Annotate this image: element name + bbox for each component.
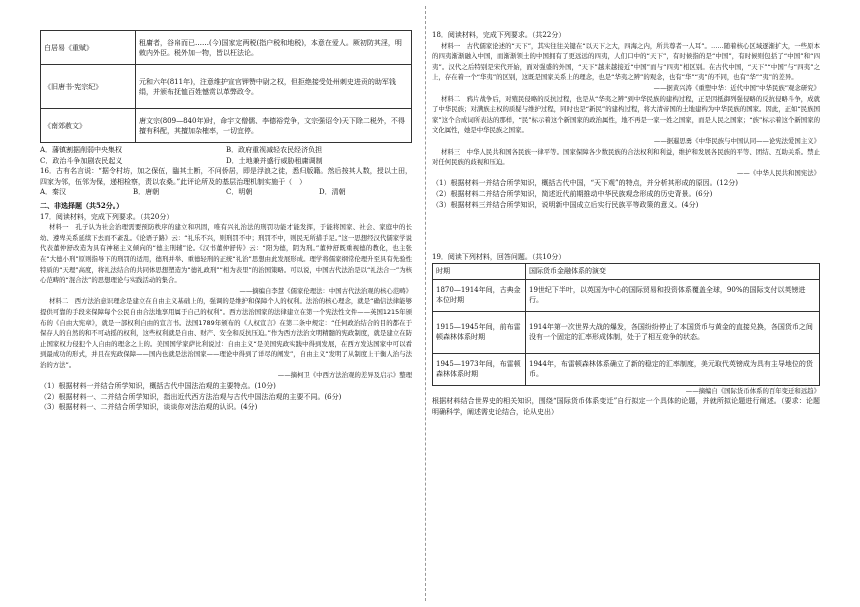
table-row (41, 65, 412, 109)
q18-head: 18．阅读材料，完成下列要求。（共22分） (432, 31, 566, 39)
q15-option-b: B．政府重视减轻农民经济负担 (226, 146, 323, 154)
q18-requirement-3: （3）根据材料三并结合所学知识，说明新中国成立后实行民族平等政策的意义。(4分) (432, 200, 699, 209)
table-cell-content: 唐文宗(809—840年)时，命宇文僧儒、李德裕党争，文宗强诏令)天下除二税外，不得擅有科配，其擅加杂榷率，一切宜停。 (136, 109, 412, 143)
q17-material-2: 材料二 西方法治意识理念是建立在自由主义基础上的，强调的是维护和保障个人的权利。法治的核心理念，就是“确信法律能够提供可靠的手段来保障每个公民自由合法地享用属于自己的权利”。西方法治国家的法律建立在第一个宪法性文件——英国1215年颁布的《自由大宪章》，就是一部权利自由的宣言书。法国1789年颁布的《人权宣言》在第二条中规定：“任何政治结合的目的都在于保存人的自然的和不可动摇的权利，这些权利就是自由、财产、安全和反抗压迫。”作为西方法治文明精髓的宪政制度，就是建立在防止国家权力侵犯个人自由的理念之上的。美国国学家萨比利说过：自由主义“是美国宪政实践中得到发展，在西方发达国家中可以看到最成功的形式，并且在宪政保障——国内也就是法治国家——理论中得到了详尽的阐发”，自由主义“发明了从制度上干衡人治与法治的方法”。 (40, 297, 412, 369)
table-cell-period: 1945—1973年间，布雷顿森林体系时期 (433, 353, 526, 385)
q19-head: 19．阅读下列材料，回答问题。（共10分） (432, 253, 566, 262)
q18-material-1-source: ——据黄兴涛《重塑中华：近代中国“中华民族”观念研究》 (653, 83, 820, 92)
q17-material-2-source: ——摘柯卫《中西方法治观的差异及启示》整理 (277, 371, 412, 380)
table-cell-period: 1870—1914年间，古典金本位时期 (433, 279, 526, 311)
q18-material-3-source: ——《中华人民共和国宪法》 (736, 168, 820, 177)
q19-requirement: 根据材料结合世界史的相关知识，围绕“国际货币体系变迁”自行拟定一个具体的论题，并就所拟论题进行阐述。（要求：论题明确科学，阐述需史论结合，论从史出） (432, 397, 820, 416)
q16-options (40, 187, 412, 198)
q15-options-row1 (40, 145, 412, 156)
q18-requirement-1: （1）根据材料一并结合所学知识，概括古代中国，“天下观”的特点，并分析其形成的原因。(12分) (432, 179, 738, 188)
q15-option-a: A．藩镇割据削弱中央集权 (40, 146, 123, 154)
table-cell-period: 1915—1945年间，前布雷顿森林体系时期 (433, 311, 526, 353)
table-cell-desc: 1914年第一次世界大战的爆发，各国纷纷停止了本国货币与黄金的直接兑换，各国货币之间没有一个固定的汇率形成体制，处于了相互竞争的状态。 (526, 311, 820, 353)
table-cell-content: 租庸者，谷帛而已……(今)国家定两税(指户税和地税)，本意在爱人。厥初防其淫，明敕内外臣。税外加一物，皆以枉法论。 (136, 31, 412, 65)
column-divider (425, 6, 427, 601)
currency-table (432, 263, 820, 386)
q18-material-2-source: ——据暹思勇《中华民族与中国认同——论宪法爱国主义》 (653, 136, 820, 145)
table-row (433, 311, 820, 353)
table-row (433, 353, 820, 385)
table-cell-source: 《南郊赦文》 (41, 109, 136, 143)
poem-table (40, 30, 412, 143)
q19-source: ——摘编自《国际货币体系的百年变迁和远趋》 (685, 386, 820, 395)
table-header-evolution: 国际货币金融体系的演变 (526, 263, 820, 279)
table-cell-source: 白居易《重赋》 (41, 31, 136, 65)
q15-options-row2 (40, 156, 412, 167)
table-row (433, 279, 820, 311)
section2-title: 二、非选择题（共52分。） (40, 200, 124, 210)
q18-material-3: 材料三 中华人民共和国各民族一律平等。国家保障各少数民族的合法权利和利益，维护和发展各民族的平等、团结、互助关系。禁止对任何民族的歧视和压迫。 (432, 147, 820, 167)
table-header-row (433, 263, 820, 279)
q18-material-1: 材料一 古代儒家论述的“天下”，其实往往关键在“以天下之大，四海之内，所共尊者一人耳”。……随着核心区域逐渐扩大，一些原本的四夷渐渐融入中国，而渐渐领土的中国拥有了更远远的四夷，人们口中的“天下”，有时候指的是“中国”，有时候则包括了“中国”和“四夷”。汉代之后特别是宋代开始，面对强盛的外国，“天下”越来越接近“中国”而与“四夷”相区别。在古代中国，“天下”“中国”与“四夷”之上，存在着一个“华夷”的区别，这既是国家关系上的理念，也是“华夷之辨”的观念，也有“华”“夷”的不同，也有“华”“夷”的差异。 (432, 41, 820, 82)
q18-requirement-2: （2）根据材料二并结合所学知识，简述近代前期推动中华民族观念形成的历史背景。(6分) (432, 189, 713, 198)
table-header-period: 时期 (433, 263, 526, 279)
q17-material-1: 材料一 孔子认为社会治理需要预防秩序的建立和巩固，唯有兴礼治法的刑罚功能才能发挥，于能将国家、社会、家庭中的长幼、遵卑关系延续下去而不紊乱。《论语子路》云：“礼乐不兴，则刑罚不中；刑罚不中，则民无所措手足。”这一思想经汉代儒家学说代表董仲舒改造为具有神秘主义倾向的“德主刑辅”论。《汉书董仲舒传》云：“阳为德，阴为刑。”董仲舒既重视德的教化，也主张在“大德小刑”原则指导下的刑罚的适用，德刑并举、重德轻刑的正统“礼治”思想由此发展形成。理学将儒家纲常伦理升至具有先验性特质的“天理”高度，将礼法结合的共同体思想塑造为“德礼政刑”“相为表里”的治国策略。可以说，中国古代法治是以“礼法合一”为核心范畴的“混合法”的思想理论与实践活动的集合。 (40, 223, 412, 285)
q17-requirement-1: （1）根据材料一并结合所学知识，概括古代中国法治观的主要特点。(10分) (40, 382, 276, 391)
table-row (41, 31, 412, 65)
q15-option-d: D．土地兼并盛行威胁租庸调制 (226, 156, 323, 165)
q17-requirement-3: （3）根据材料一、二并结合所学知识，谈谈你对法治观的认识。(4分) (40, 403, 258, 412)
q16-option-b: B．唐朝 (133, 188, 160, 197)
q17-head: 17．阅读材料，完成下列要求。（共20分） (40, 212, 174, 221)
q16-option-a: A．秦汉 (40, 188, 67, 197)
q17-material-1-source: ——摘编自李慧《儒家伦理法：中国古代法治观的核心范畴》 (239, 286, 412, 295)
table-row (41, 109, 412, 143)
q18-material-2: 材料二 鸦片战争后，对殖民侵略的反抗过程，也是从“华夷之辨”到中华民族的建构过程，正是因抵御列强侵略的反抗侵略斗争，成就了中华民族；对满族主权的质疑与维护过程，同时也是“新民”的建构过程，将大清帝国的土地建构为中华民族的国家。因此，正如“民族国家”这个合成词所表达的那样，“民”标示着这个新国家的政治属性，地不再是一家一姓之国家，而是人民之国家；“族”标示着这个新国家的文化属性，她是中华民族之国家。 (432, 94, 820, 135)
table-cell-content: 元和六年(811年)，注意维护宣官钾赞中尉之权，但拒绝接受处州刺史进贡的助军钱绢，并颁布抚恤百姓憾赏以革弊政令。 (136, 65, 412, 109)
left-column (40, 0, 412, 413)
table-cell-desc: 19世纪下半叶，以英国为中心的国际贸易和投资体系覆盖全球，90%的国际支付以英镑进行。 (526, 279, 820, 311)
q15-option-c: C．政治斗争加剧农民起义 (40, 156, 123, 165)
q16-option-c: C．明朝 (226, 188, 253, 197)
table-cell-source: 《旧唐书·宪宗纪》 (41, 65, 136, 109)
right-column (432, 30, 820, 417)
q17-requirement-2: （2）根据材料一、二并结合所学知识，指出近代西方法治观与古代中国法治观的主要不同。(6分) (40, 392, 342, 401)
q16-text: 16．古有名言说：“据令村坊，加之保伍，臨其土断，不问侨居，即是浮浪之徒，悉归版籍。然后按其人数，授以土田，四家为邻，伍邻为保，递相检察，责以农桑。”此评论所及的基层治理机制实施于（ ） (40, 167, 412, 186)
q16-option-d: D．清朝 (319, 188, 346, 197)
table-cell-desc: 1944年，布雷顿森林体系确立了新的稳定的汇率制度，美元取代英镑成为具有主导地位的货币。 (526, 353, 820, 385)
